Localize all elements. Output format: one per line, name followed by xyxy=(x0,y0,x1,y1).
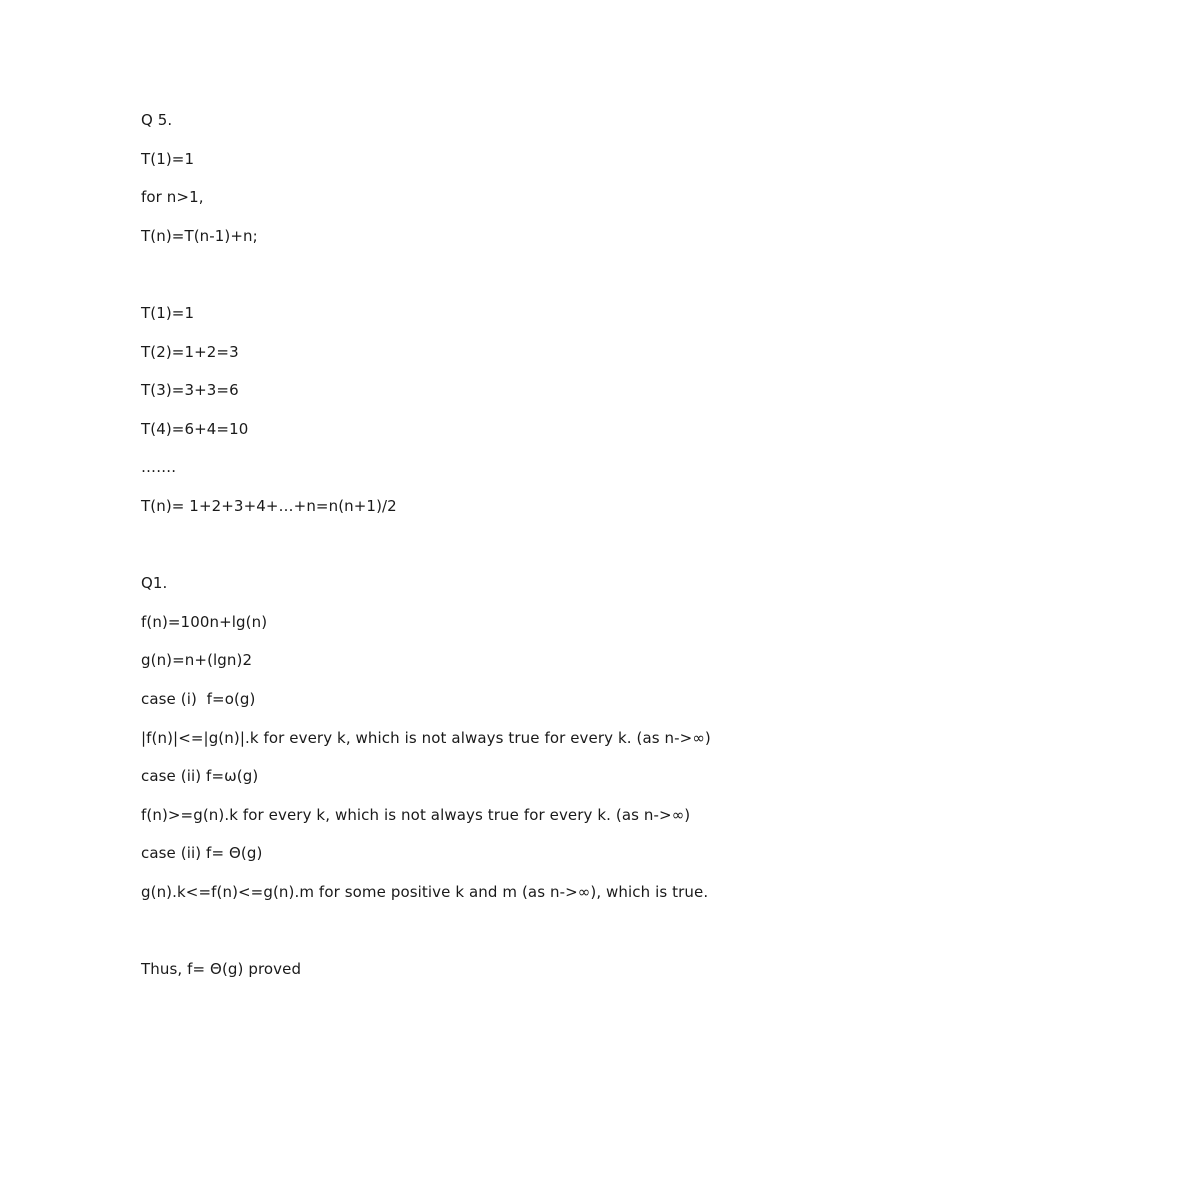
text-line: case (i) f=o(g) xyxy=(141,689,256,708)
text-line: case (ii) f=ω(g) xyxy=(141,767,259,786)
text-line: T(3)=3+3=6 xyxy=(141,381,239,400)
conclusion-line: Thus, f= Θ(g) proved xyxy=(141,960,302,979)
text-line: T(1)=1 xyxy=(141,303,195,322)
blank-line xyxy=(141,532,1101,558)
blank-line xyxy=(141,917,1101,943)
text-line: T(n)=T(n-1)+n; xyxy=(141,226,258,245)
text-line: ……. xyxy=(141,458,177,477)
blank-line xyxy=(141,261,1101,287)
text-line: g(n).k<=f(n)<=g(n).m for some positive k and m (as n->∞), which is true. xyxy=(141,882,709,901)
question-1-heading: Q1. xyxy=(141,574,168,593)
text-line: for n>1, xyxy=(141,188,204,207)
text-line: |f(n)|<=|g(n)|.k for every k, which is not always true for every k. (as n->∞) xyxy=(141,728,711,747)
text-line: T(2)=1+2=3 xyxy=(141,342,239,361)
text-line: case (ii) f= Θ(g) xyxy=(141,844,263,863)
document-body xyxy=(141,107,1101,995)
question-5-heading: Q 5. xyxy=(141,111,173,129)
text-line: f(n)>=g(n).k for every k, which is not always true for every k. (as n->∞) xyxy=(141,805,691,824)
text-line: g(n)=n+(lgn)2 xyxy=(141,651,253,670)
text-line: T(4)=6+4=10 xyxy=(141,419,249,438)
text-line: T(n)= 1+2+3+4+…+n=n(n+1)/2 xyxy=(141,496,397,515)
text-line: T(1)=1 xyxy=(141,149,195,168)
text-line: f(n)=100n+lg(n) xyxy=(141,612,268,631)
